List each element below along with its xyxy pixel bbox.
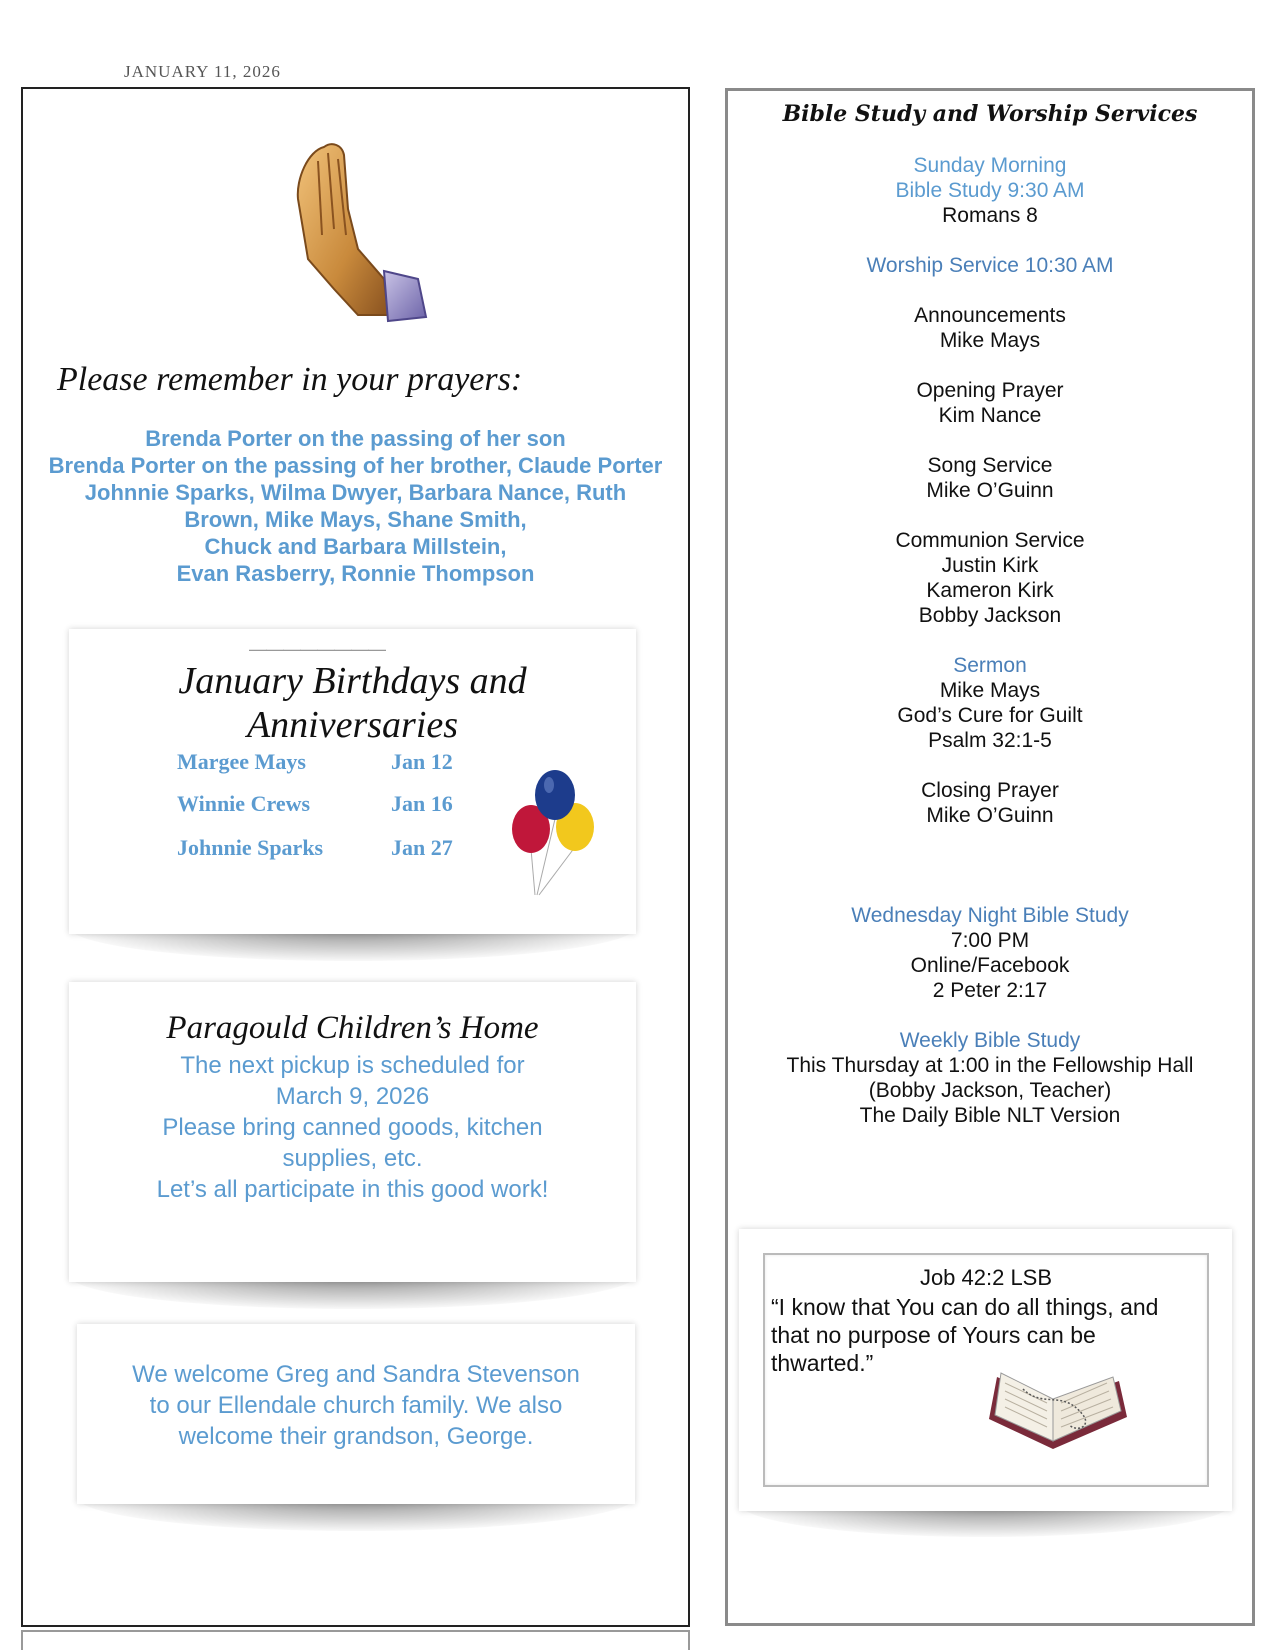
service-name: Kameron Kirk: [926, 579, 1054, 602]
wednesday-label: Wednesday Night Bible Study: [851, 904, 1129, 927]
song-service: [728, 453, 1252, 503]
birthdays-card: [69, 629, 636, 934]
prayer-line: Brenda Porter on the passing of her brother, Claude Porter: [48, 453, 663, 478]
sermon: [728, 653, 1252, 753]
wednesday-line: 2 Peter 2:17: [932, 979, 1048, 1002]
birthday-entry: [177, 749, 497, 775]
prayer-line: Brenda Porter on the passing of her son: [145, 426, 566, 451]
childrens-home-line: March 9, 2026: [275, 1083, 430, 1110]
service-label: Song Service: [927, 454, 1053, 477]
service-name: Kim Nance: [938, 404, 1042, 427]
weekly-label: Weekly Bible Study: [899, 1029, 1081, 1052]
closing-prayer: [728, 778, 1252, 828]
childrens-home-line: Let’s all participate in this good work!: [156, 1176, 549, 1203]
birthday-entry: [177, 791, 497, 817]
verse-reference: Job 42:2 LSB: [919, 1265, 1053, 1290]
welcome-line: We welcome Greg and Sandra Stevenson: [132, 1361, 580, 1388]
prayer-list: [23, 425, 688, 587]
birthdays-title-line: Anniversaries: [246, 704, 459, 746]
prayer-heading: Please remember in your prayers:: [57, 361, 523, 398]
worship-heading: Worship Service 10:30 AM: [866, 254, 1114, 277]
service-name: Mike O’Guinn: [926, 479, 1054, 502]
open-bible-icon: [983, 1359, 1133, 1455]
childrens-home-line: supplies, etc.: [282, 1145, 423, 1172]
sermon-line: God’s Cure for Guilt: [897, 704, 1083, 727]
welcome-line: welcome their grandson, George.: [178, 1423, 534, 1450]
birthday-name: Winnie Crews: [177, 791, 311, 816]
prayer-line: Johnnie Sparks, Wilma Dwyer, Barbara Nance, Ruth: [84, 480, 627, 505]
birthday-date: Jan 27: [391, 835, 453, 860]
service-label: Opening Prayer: [916, 379, 1064, 402]
service-label: Announcements: [914, 304, 1066, 327]
verse-text: “I know that You can do all things, and that no purpose of Yours can be thwarted.”: [771, 1294, 1159, 1376]
birthdays-title: [69, 659, 636, 747]
birthday-date: Jan 12: [391, 749, 453, 774]
services-title: Bible Study and Worship Services: [782, 101, 1198, 127]
service-label: Communion Service: [895, 529, 1085, 552]
prayer-line: Brown, Mike Mays, Shane Smith,: [184, 507, 527, 532]
weekly-line: (Bobby Jackson, Teacher): [868, 1079, 1112, 1102]
birthdays-title-line: January Birthdays and: [178, 660, 527, 702]
sunday-line: Bible Study 9:30 AM: [895, 179, 1085, 202]
weekly-study: [728, 1028, 1252, 1128]
prayer-line: Evan Rasberry, Ronnie Thompson: [176, 561, 535, 586]
service-name: Mike O’Guinn: [926, 804, 1054, 827]
sunday-heading: [728, 153, 1252, 203]
service-name: Bobby Jackson: [918, 604, 1062, 627]
wednesday-study: [728, 903, 1252, 1003]
praying-hands-icon: [288, 139, 428, 327]
birthday-name: Margee Mays: [177, 749, 306, 774]
verse-frame: [763, 1253, 1209, 1487]
sunday-text: Romans 8: [942, 204, 1038, 227]
services-panel: [725, 88, 1255, 1626]
childrens-home-line: Please bring canned goods, kitchen: [162, 1114, 543, 1141]
left-panel: [21, 87, 690, 1627]
communion-service: [728, 528, 1252, 628]
birthday-entry: [177, 835, 497, 861]
childrens-home-card: [69, 982, 636, 1282]
childrens-home-body: [69, 1050, 636, 1205]
verse-card: [739, 1229, 1232, 1511]
sermon-label: Sermon: [953, 654, 1027, 677]
childrens-home-line: The next pickup is scheduled for: [180, 1052, 525, 1079]
weekly-line: The Daily Bible NLT Version: [859, 1104, 1121, 1127]
divider-rule: ————————: [249, 639, 385, 659]
service-label: Closing Prayer: [921, 779, 1059, 802]
balloons-icon: [509, 769, 599, 899]
welcome-line: to our Ellendale church family. We also: [149, 1392, 563, 1419]
birthday-name: Johnnie Sparks: [177, 835, 324, 860]
wednesday-line: Online/Facebook: [910, 954, 1070, 977]
welcome-card: [77, 1324, 635, 1504]
birthday-date: Jan 16: [391, 791, 453, 816]
sermon-line: Mike Mays: [939, 679, 1041, 702]
next-page-edge: [21, 1630, 690, 1650]
service-name: Mike Mays: [939, 329, 1041, 352]
welcome-body: [77, 1359, 635, 1452]
wednesday-line: 7:00 PM: [950, 929, 1030, 952]
announcements: [728, 303, 1252, 353]
prayer-line: Chuck and Barbara Millstein,: [204, 534, 507, 559]
sunday-line: Sunday Morning: [913, 154, 1067, 177]
weekly-line: This Thursday at 1:00 in the Fellowship Hall: [786, 1054, 1194, 1077]
service-name: Justin Kirk: [941, 554, 1039, 577]
childrens-home-title: Paragould Children’s Home: [166, 1010, 539, 1046]
sermon-line: Psalm 32:1-5: [928, 729, 1052, 752]
bulletin-date: JANUARY 11, 2026: [124, 62, 281, 81]
opening-prayer: [728, 378, 1252, 428]
